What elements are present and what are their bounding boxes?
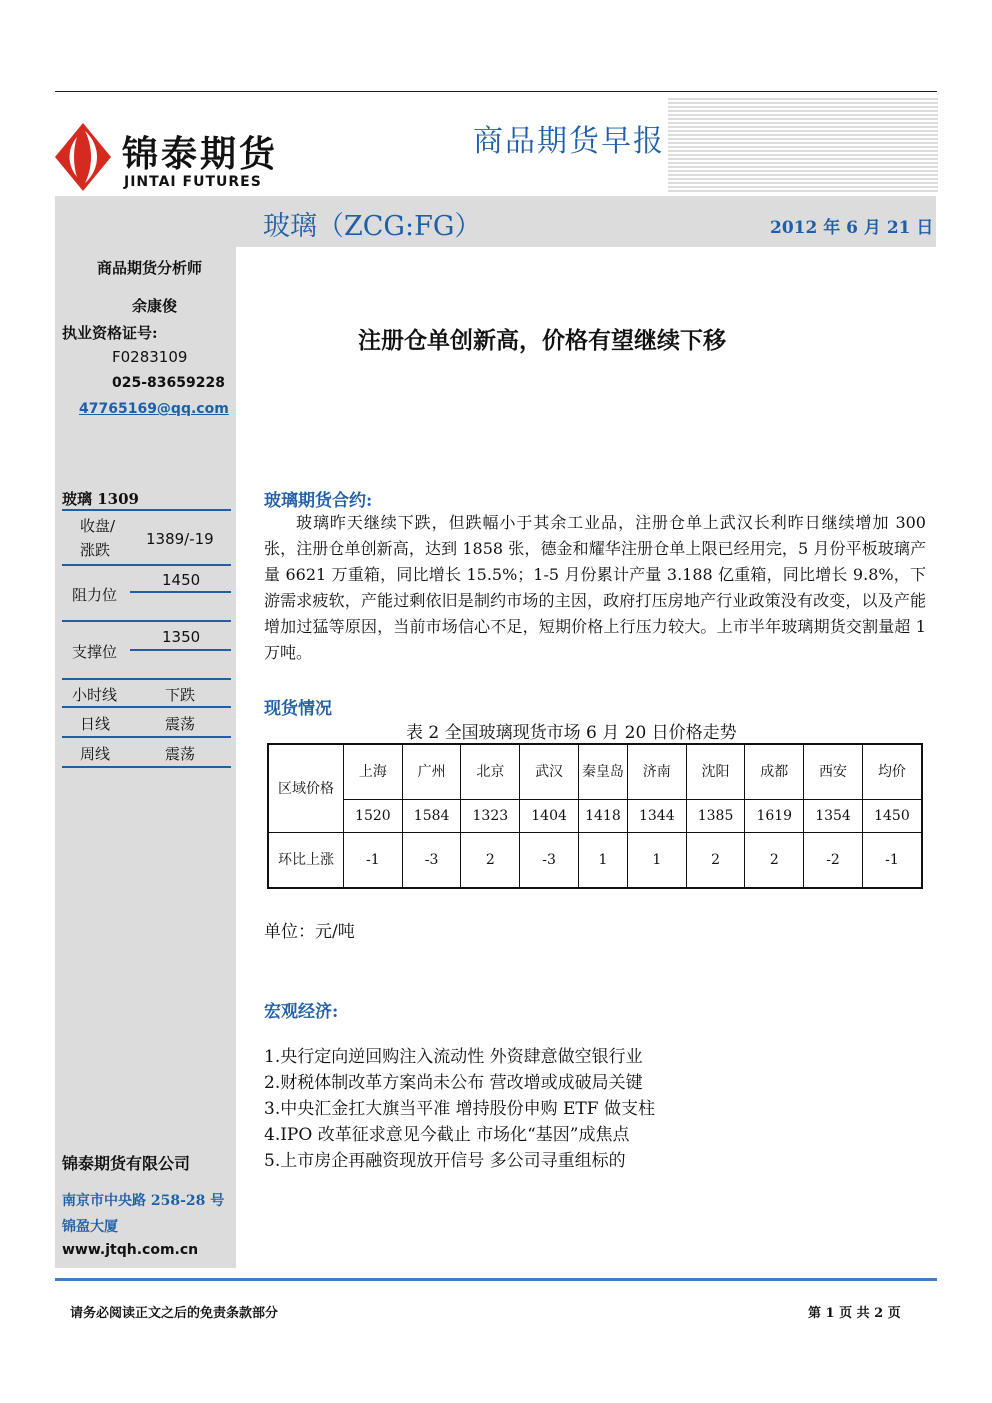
- page-number: 第 1 页 共 2 页: [808, 1306, 901, 1321]
- list-item: 2.财税体制改革方案尚未公布 营改增或成破局关键: [264, 1073, 643, 1093]
- change-cell: 2: [745, 833, 804, 889]
- spot-price-table: [267, 743, 923, 889]
- macro-news-list: [264, 1044, 655, 1174]
- row-hourly-label: 小时线: [72, 686, 118, 704]
- company-name-en: JINTAI FUTURES: [124, 174, 262, 190]
- region-cell: 沈阳: [686, 744, 745, 800]
- region-cell: 济南: [627, 744, 686, 800]
- header-stripes: [668, 98, 938, 192]
- price-cell: 1354: [804, 800, 863, 833]
- license-number: F0283109: [112, 348, 188, 366]
- row-resistance-label: 阻力位: [72, 586, 118, 604]
- sidebar-table-rule: [62, 766, 231, 768]
- company-footer-name: 锦泰期货有限公司: [62, 1154, 191, 1173]
- headline: 注册仓单创新高，价格有望继续下移: [358, 327, 726, 354]
- row-close-label: 收盘/涨跌: [80, 517, 116, 559]
- change-cell: 2: [461, 833, 520, 889]
- section-futures-title: 玻璃期货合约:: [264, 491, 373, 511]
- company-website[interactable]: www.jtqh.com.cn: [62, 1242, 199, 1258]
- region-cell: 成都: [745, 744, 804, 800]
- change-cell: -1: [344, 833, 403, 889]
- price-cell: 1344: [627, 800, 686, 833]
- row-resistance-value: 1450: [162, 571, 201, 589]
- sidebar-table-rule: [62, 706, 231, 708]
- top-rule: [55, 91, 937, 92]
- price-cell: 1619: [745, 800, 804, 833]
- table-row: [268, 744, 922, 800]
- row-weekly-label: 周线: [80, 745, 111, 763]
- row-support-label: 支撑位: [72, 643, 118, 661]
- change-cell: -3: [520, 833, 579, 889]
- report-date: 2012 年 6 月 21 日: [770, 218, 934, 238]
- row-header-price: 区域价格: [268, 744, 344, 833]
- section-futures-body: 玻璃昨天继续下跌，但跌幅小于其余工业品，注册仓单上武汉长利昨日继续增加 300 张，注册仓单创新高，达到 1858 张，德金和耀华注册仓单上限已经用完，5 月份平板玻璃产量 6621 万重箱，同比增长 15.5%；1-5 月份累计产量 3.188 亿重箱，同比增长 9.8%，下游需求疲软，产能过剩依旧是制约市场的主因，政府打压房地产行业政策没有改变，以及产能增加过猛等原因，当前市场信心不足，短期价格上行压力较大。上市半年玻璃期货交割量超 1 万吨。: [264, 513, 926, 662]
- analyst-phone: 025-83659228: [112, 375, 225, 391]
- change-cell: -2: [804, 833, 863, 889]
- sidebar-table-rule: [62, 736, 231, 738]
- sidebar-table-rule: [62, 620, 231, 622]
- sidebar-table-rule: [62, 678, 231, 680]
- region-cell: 秦皇岛: [578, 744, 627, 800]
- sidebar-table-rule: [130, 649, 231, 651]
- company-address-line2: 锦盈大厦: [62, 1219, 118, 1235]
- disclaimer-note: 请务必阅读正文之后的免责条款部分: [70, 1306, 279, 1321]
- row-weekly-value: 震荡: [165, 745, 196, 763]
- product-title: 玻璃（ZCG:FG）: [263, 211, 482, 242]
- company-name: 锦泰期货: [122, 133, 279, 175]
- analyst-email-link[interactable]: 47765169@qq.com: [79, 401, 229, 417]
- sidebar-table-rule: [62, 509, 231, 511]
- region-cell: 西安: [804, 744, 863, 800]
- price-cell: 1520: [344, 800, 403, 833]
- list-item: 4.IPO 改革征求意见今截止 市场化“基因”成焦点: [264, 1125, 630, 1145]
- region-cell: 北京: [461, 744, 520, 800]
- region-cell: 上海: [344, 744, 403, 800]
- price-cell: 1450: [862, 800, 922, 833]
- row-hourly-value: 下跌: [165, 686, 196, 704]
- row-support-value: 1350: [162, 628, 201, 646]
- row-close-value: 1389/-19: [146, 530, 214, 548]
- price-cell: 1584: [402, 800, 461, 833]
- row-daily-value: 震荡: [165, 715, 196, 733]
- contract-name: 玻璃 1309: [62, 490, 139, 508]
- change-cell: -3: [402, 833, 461, 889]
- license-label: 执业资格证号:: [62, 324, 158, 342]
- price-cell: 1404: [520, 800, 579, 833]
- table-row: [268, 800, 922, 833]
- table-caption: 表 2 全国玻璃现货市场 6 月 20 日价格走势: [406, 723, 737, 743]
- sidebar-table-rule: [130, 591, 231, 593]
- price-cell: 1385: [686, 800, 745, 833]
- change-cell: -1: [862, 833, 922, 889]
- bottom-rule: [55, 1278, 937, 1281]
- sidebar-table-rule: [62, 564, 231, 566]
- list-item: 1.央行定向逆回购注入流动性 外资肆意做空银行业: [264, 1047, 643, 1067]
- analyst-role: 商品期货分析师: [97, 259, 203, 277]
- company-address-line1: 南京市中央路 258-28 号: [62, 1193, 225, 1209]
- region-cell: 武汉: [520, 744, 579, 800]
- table-row: [268, 833, 922, 889]
- region-cell: 广州: [402, 744, 461, 800]
- unit-note: 单位：元/吨: [264, 922, 355, 942]
- section-macro-title: 宏观经济:: [264, 1002, 339, 1022]
- change-cell: 1: [578, 833, 627, 889]
- row-header-change: 环比上涨: [268, 833, 344, 889]
- list-item: 3.中央汇金扛大旗当平准 增持股份申购 ETF 做支柱: [264, 1099, 655, 1119]
- list-item: 5.上市房企再融资现放开信号 多公司寻重组标的: [264, 1151, 626, 1171]
- price-cell: 1323: [461, 800, 520, 833]
- report-title: 商品期货早报: [473, 124, 665, 159]
- change-cell: 1: [627, 833, 686, 889]
- region-cell: 均价: [862, 744, 922, 800]
- section-spot-title: 现货情况: [264, 699, 332, 719]
- change-cell: 2: [686, 833, 745, 889]
- row-daily-label: 日线: [80, 715, 111, 733]
- price-cell: 1418: [578, 800, 627, 833]
- analyst-name: 余康俊: [132, 297, 178, 315]
